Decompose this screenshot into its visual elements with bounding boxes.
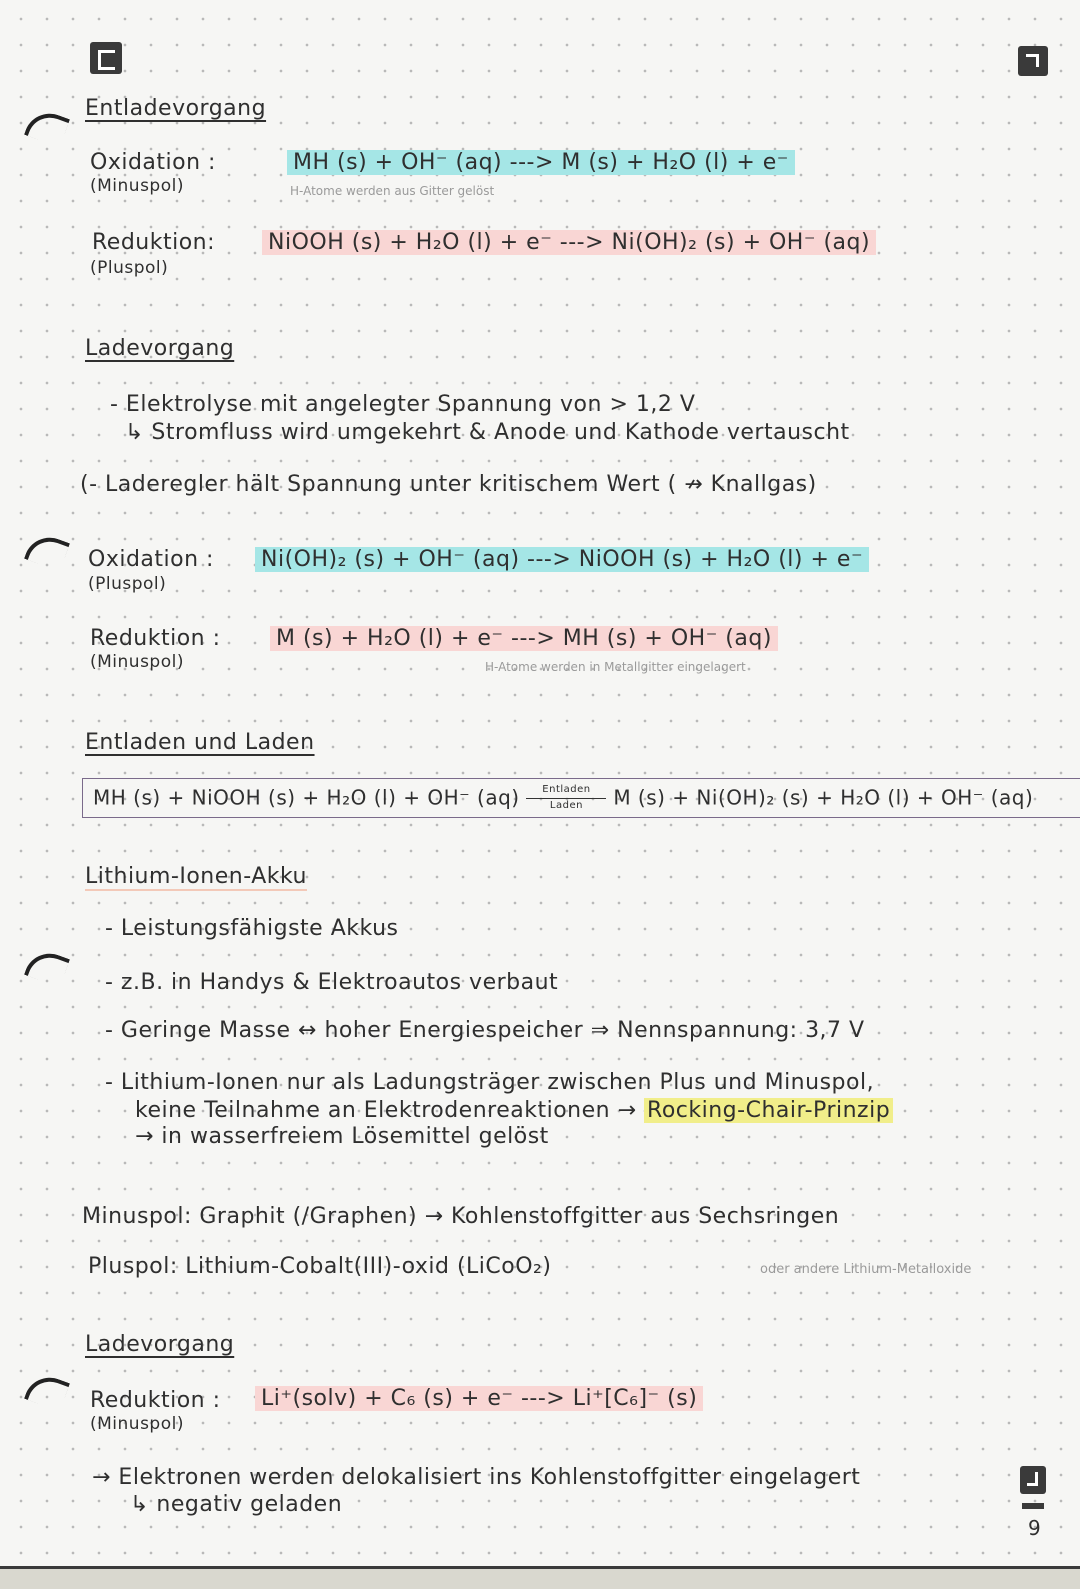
equation-right: M (s) + Ni(OH)₂ (s) + H₂O (l) + OH⁻ (aq) bbox=[613, 785, 1034, 810]
bullet-text: - Elektrolyse mit angelegter Spannung von > 1,2 V bbox=[110, 392, 696, 417]
pole-label: (Pluspol) bbox=[90, 258, 169, 278]
section-heading: Lithium-Ionen-Akku bbox=[85, 864, 307, 889]
bullet-subtext: → in wasserfreiem Lösemittel gelöst bbox=[135, 1124, 549, 1149]
reaction-label: Oxidation : bbox=[88, 547, 214, 572]
bullet-text: - Lithium-Ionen nur als Ladungsträger zwischen Plus und Minuspol, bbox=[105, 1070, 875, 1095]
equilibrium-arrow bbox=[526, 784, 606, 814]
divider bbox=[1022, 1503, 1044, 1509]
pole-label: (Minuspol) bbox=[90, 652, 184, 672]
page-number: 9 bbox=[1028, 1516, 1042, 1540]
bullet-text: - Geringe Masse ↔ hoher Energiespeicher ⇒ Nennspannung: 3,7 V bbox=[105, 1018, 865, 1043]
curl-mark-icon bbox=[24, 1370, 70, 1411]
bullet-subtext: ↳ Stromfluss wird umgekehrt & Anode und Kathode vertauscht bbox=[125, 420, 850, 445]
curl-mark-icon bbox=[24, 946, 70, 987]
corner-tab-icon bbox=[1018, 46, 1048, 76]
reaction-label: Reduktion : bbox=[90, 626, 221, 651]
section-heading: Ladevorgang bbox=[85, 336, 235, 361]
reaction-label: Reduktion : bbox=[90, 1388, 221, 1413]
reaction-label: Oxidation : bbox=[90, 150, 216, 175]
section-heading: Entladevorgang bbox=[85, 96, 267, 121]
section-heading: Ladevorgang bbox=[85, 1332, 235, 1357]
bullet-text: - Leistungsfähigste Akkus bbox=[105, 916, 399, 941]
highlight-term: Rocking-Chair-Prinzip bbox=[644, 1098, 893, 1123]
curl-mark-icon bbox=[24, 530, 70, 571]
bullet-text: - z.B. in Handys & Elektroautos verbaut bbox=[105, 970, 559, 995]
pole-label: (Minuspol) bbox=[90, 1414, 184, 1434]
arrow-label-charge: Laden bbox=[549, 800, 583, 811]
annotation: H-Atome werden aus Gitter gelöst bbox=[290, 184, 495, 198]
electrode-text: Pluspol: Lithium-Cobalt(III)-oxid (LiCoO₂) bbox=[88, 1254, 552, 1279]
equation-left: MH (s) + NiOOH (s) + H₂O (l) + OH⁻ (aq) bbox=[93, 785, 520, 810]
body-text: → Elektronen werden delokalisiert ins Kohlenstoffgitter eingelagert bbox=[92, 1465, 861, 1490]
overall-equation-box bbox=[82, 778, 1080, 818]
reaction-equation: Ni(OH)₂ (s) + OH⁻ (aq) ---> NiOOH (s) + H₂O (l) + e⁻ bbox=[255, 547, 869, 572]
annotation: H-Atome werden in Metallgitter eingelagert bbox=[485, 660, 746, 674]
body-text: ↳ negativ geladen bbox=[130, 1492, 343, 1517]
reaction-label: Reduktion: bbox=[92, 230, 216, 255]
bullet-text: (- Laderegler hält Spannung unter kritischem Wert ( ↛ Knallgas) bbox=[80, 472, 817, 497]
pole-label: (Minuspol) bbox=[90, 176, 184, 196]
bullet-subtext: keine Teilnahme an Elektrodenreaktionen → bbox=[135, 1098, 637, 1123]
annotation: oder andere Lithium-Metalloxide bbox=[760, 1262, 972, 1277]
reaction-equation: MH (s) + OH⁻ (aq) ---> M (s) + H₂O (l) + e⁻ bbox=[287, 150, 795, 175]
arrow-label-discharge: Entladen bbox=[542, 784, 591, 795]
curl-mark-icon bbox=[24, 106, 70, 147]
app-logo-icon bbox=[90, 42, 122, 74]
reaction-equation: NiOOH (s) + H₂O (l) + e⁻ ---> Ni(OH)₂ (s) + OH⁻ (aq) bbox=[262, 230, 876, 255]
electrode-text: Minuspol: Graphit (/Graphen) → Kohlenstoffgitter aus Sechsringen bbox=[82, 1204, 840, 1229]
bookmark-icon bbox=[1020, 1466, 1046, 1494]
reaction-equation: M (s) + H₂O (l) + e⁻ ---> MH (s) + OH⁻ (aq) bbox=[270, 626, 778, 651]
section-heading: Entladen und Laden bbox=[85, 730, 315, 755]
reaction-equation: Li⁺(solv) + C₆ (s) + e⁻ ---> Li⁺[C₆]⁻ (s) bbox=[255, 1386, 703, 1411]
pole-label: (Pluspol) bbox=[88, 574, 167, 594]
